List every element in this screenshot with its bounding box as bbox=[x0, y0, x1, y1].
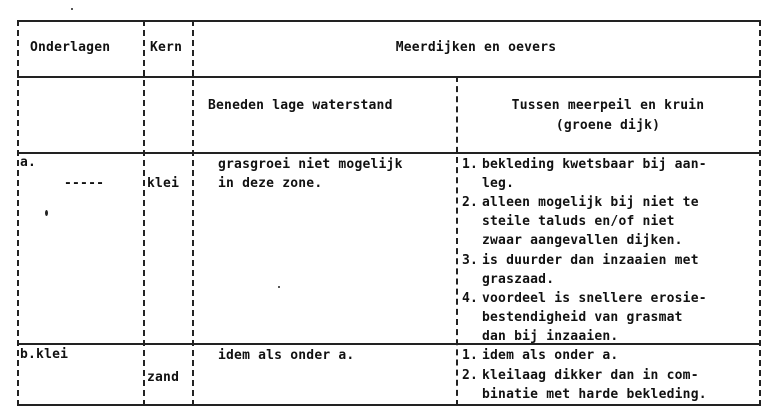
scan-speck bbox=[278, 286, 280, 288]
header-divider bbox=[17, 76, 761, 78]
header-bottom-rule bbox=[17, 152, 761, 154]
row-b-onderlagen: b.klei bbox=[20, 347, 69, 362]
row-a-item-2-num: 2. bbox=[462, 195, 479, 210]
row-b-beneden: idem als onder a. bbox=[218, 348, 355, 363]
row-a-item-4-line1: voordeel is snellere erosie- bbox=[482, 291, 707, 306]
scan-speck bbox=[71, 8, 73, 10]
header-kern: Kern bbox=[150, 40, 183, 55]
row-a-item-1-line1: bekleding kwetsbaar bij aan- bbox=[482, 157, 707, 172]
row-a-item-2-line3: zwaar aangevallen dijken. bbox=[482, 233, 683, 248]
row-b-item-1-num: 1. bbox=[462, 348, 479, 363]
row-a-item-3-line2: graszaad. bbox=[482, 272, 555, 287]
row-b-kern: zand bbox=[147, 370, 180, 385]
header-beneden: Beneden lage waterstand bbox=[208, 98, 393, 113]
onderlagen-kern-separator bbox=[143, 20, 145, 406]
header-meerdijken: Meerdijken en oevers bbox=[395, 40, 557, 55]
row-a-item-3-line1: is duurder dan inzaaien met bbox=[482, 253, 699, 268]
header-tussen-line2: (groene dijk) bbox=[555, 118, 661, 133]
table-top-rule bbox=[17, 20, 761, 22]
row-a-item-4-num: 4. bbox=[462, 291, 479, 306]
left-border bbox=[17, 20, 19, 406]
row-b-item-2-line2: binatie met harde bekleding. bbox=[482, 387, 707, 402]
kern-meerdijken-separator bbox=[192, 20, 194, 406]
row-a-item-1-line2: leg. bbox=[482, 176, 515, 191]
row-a-item-3-num: 3. bbox=[462, 253, 479, 268]
row-a-item-1-num: 1. bbox=[462, 157, 479, 172]
row-divider bbox=[17, 343, 761, 345]
row-b-item-1-line1: idem als onder a. bbox=[482, 348, 619, 363]
row-a-item-2-line2: steile taluds en/of niet bbox=[482, 214, 675, 229]
row-a-beneden-line2: in deze zone. bbox=[218, 176, 323, 191]
row-a-item-4-line2: bestendigheid van grasmat bbox=[482, 310, 683, 325]
header-onderlagen: Onderlagen bbox=[30, 40, 111, 55]
row-a-beneden-line1: grasgroei niet mogelijk bbox=[218, 157, 403, 172]
row-b-item-2-line1: kleilaag dikker dan in com- bbox=[482, 368, 699, 383]
row-a-onderlagen-dash: ----- bbox=[64, 176, 105, 191]
row-a-item-4-line3: dan bij inzaaien. bbox=[482, 329, 619, 344]
row-a-item-2-line1: alleen mogelijk bij niet te bbox=[482, 195, 699, 210]
scan-speck bbox=[45, 210, 48, 216]
right-border bbox=[759, 20, 761, 406]
row-b-item-2-num: 2. bbox=[462, 368, 479, 383]
header-tussen-line1: Tussen meerpeil en kruin bbox=[511, 98, 705, 113]
row-a-kern: klei bbox=[147, 176, 180, 191]
row-a-onderlagen: a. bbox=[20, 155, 37, 170]
